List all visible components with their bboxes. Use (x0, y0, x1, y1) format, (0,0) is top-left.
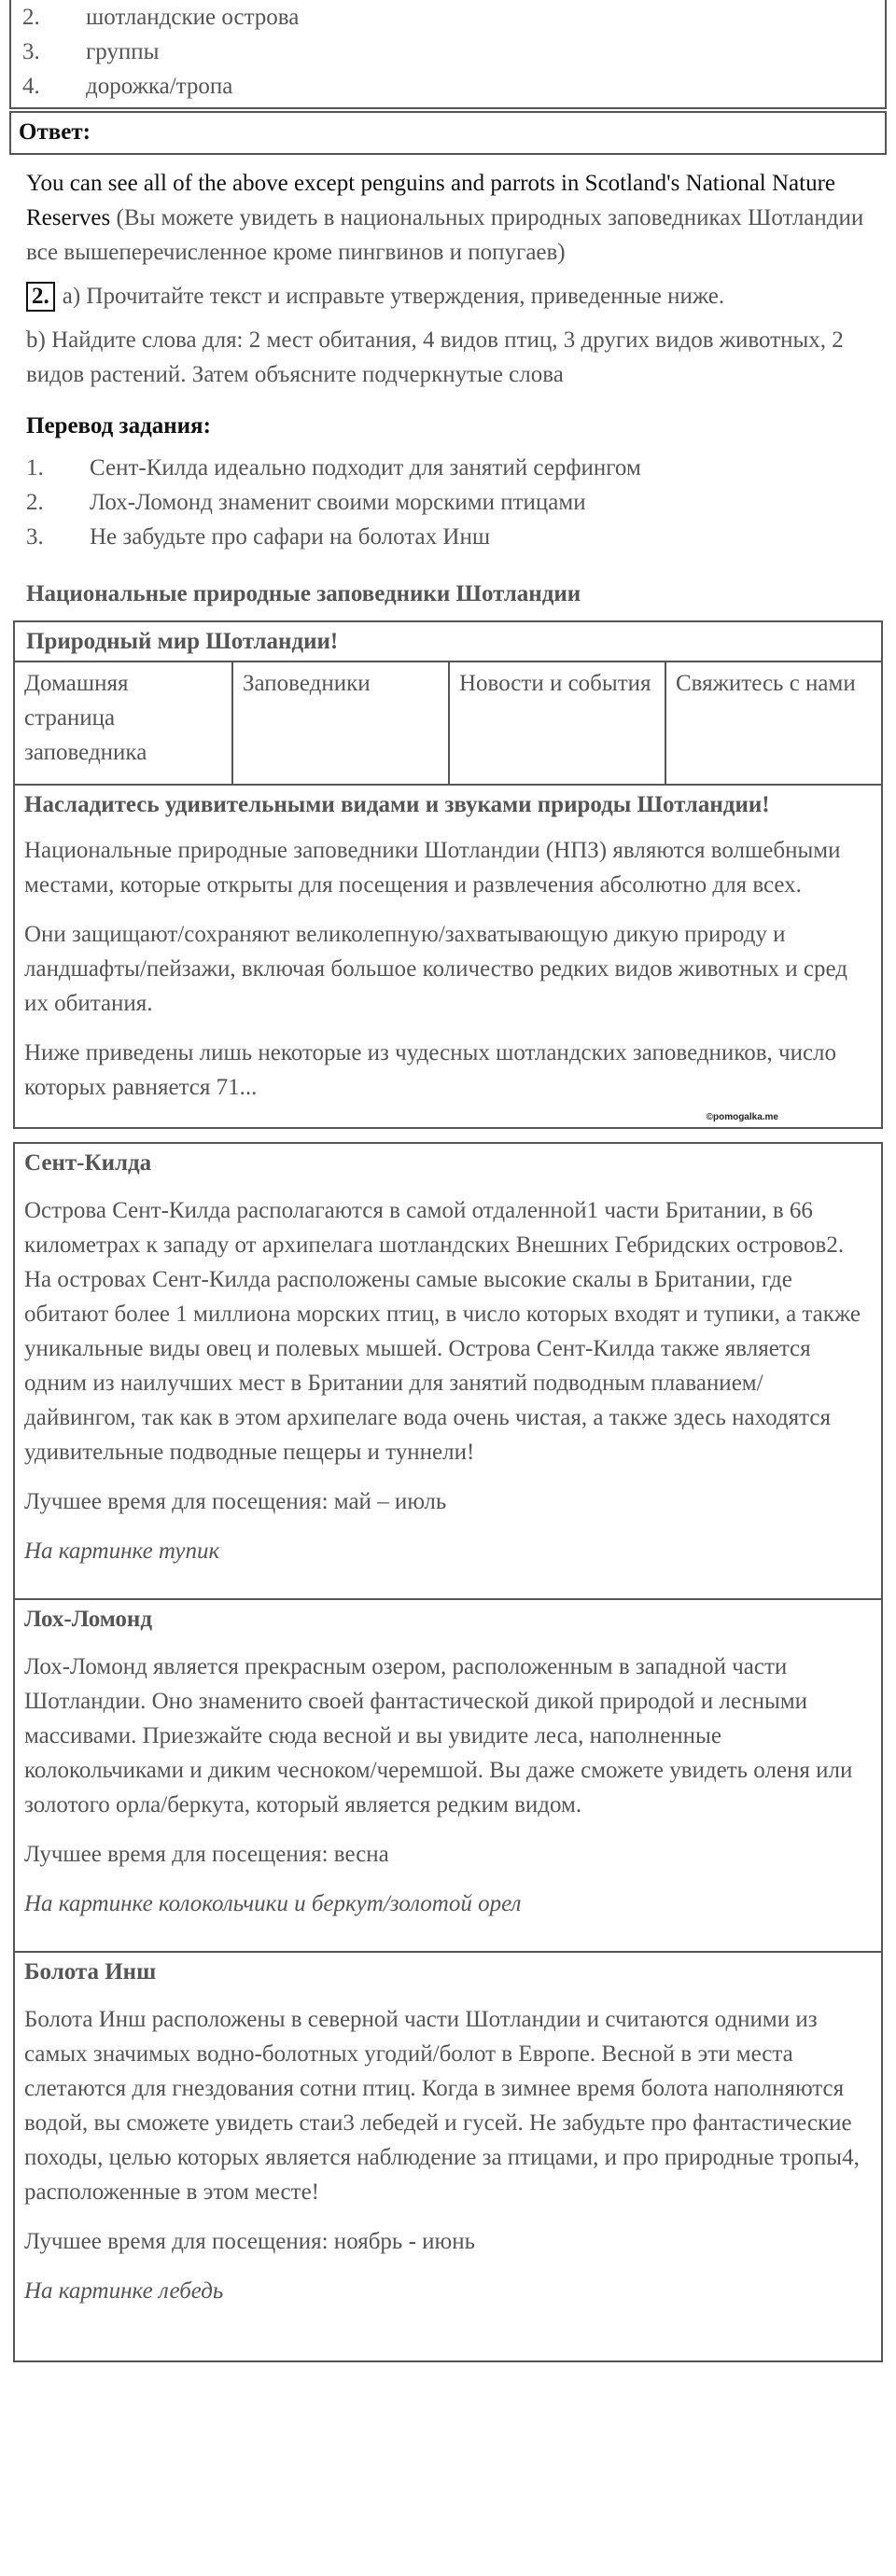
list-item (26, 520, 874, 554)
reserve-loch-lomond (13, 1600, 883, 1953)
reserve-caption: На картинке тупик (24, 1539, 220, 1564)
reserve-best-time: Лучшее время для посещения: май – июль (24, 1489, 447, 1514)
reserve-name: Лох-Ломонд (24, 1607, 152, 1632)
answer-russian: (Вы можете увидеть в национальных природных заповедниках Шотландии все вышеперечисленное кроме пингвинов и попугаев) (26, 205, 864, 265)
answer-label: Ответ: (19, 119, 91, 145)
translation-list (9, 451, 887, 554)
list-item-text: шотландские острова (86, 5, 300, 30)
task-part-a (9, 270, 887, 313)
website-paragraph: Национальные природные заповедники Шотландии (НПЗ) являются волшебными местами, которые открыты для посещения и развлечения абсолютно для всех. (24, 838, 841, 898)
website-body (15, 786, 881, 1127)
reserve-best-time: Лучшее время для посещения: ноябрь - июнь (24, 2229, 475, 2254)
reserve-caption: На картинке колокольчики и беркут/золотой орел (24, 1891, 522, 1916)
translation-heading: Перевод задания: (26, 413, 211, 439)
list-item-number: 3. (26, 524, 44, 550)
nav-item-reserves: Заповедники (231, 662, 448, 784)
reserve-best-time: Лучшее время для посещения: весна (24, 1842, 389, 1867)
reserve-description: Болота Инш расположены в северной части Шотландии и считаются одними из самых значимых водно-болотных угодий/болот в Европе. Весной в эти места слетаются для гнездования сотни птиц. Когда в зимнее время болота наполняются водой, вы сможете увидеть стаи3 лебедей и гусей. Не забудьте про фантастические походы, целью которых является наблюдение за птицами, и про природные тропы4, расположенные в этом месте! (24, 2007, 860, 2205)
list-item (26, 451, 874, 485)
list-item-number: 2. (26, 490, 44, 515)
list-item-number: 3. (22, 39, 40, 64)
answer-text (9, 155, 887, 270)
list-item-text: Сент-Килда идеально подходит для занятий серфингом (90, 455, 641, 480)
answer-label-box (9, 111, 887, 155)
list-item-number: 4. (22, 74, 40, 99)
list-item-text: Лох-Ломонд знаменит своими морскими птицами (90, 490, 586, 515)
list-item-text: дорожка/тропа (86, 74, 233, 99)
reserve-caption: На картинке лебедь (24, 2278, 224, 2304)
task-number: 2. (26, 282, 55, 312)
website-title: Природный мир Шотландии! (15, 622, 881, 662)
reserve-description: Лох-Ломонд является прекрасным озером, расположенным в западной части Шотландии. Оно знаменито своей фантастической дикой природой и лесными массивами. Приезжайте сюда весной и вы увидите леса, наполненные колокольчиками и диким чесноком/черемшой. Вы даже сможете увидеть оленя или золотого орла/беркута, который является редким видом. (24, 1654, 853, 1817)
website-nav (15, 662, 881, 786)
nav-item-contact: Свяжитесь с нами (665, 662, 881, 784)
page (9, 0, 887, 2418)
reserve-name: Болота Инш (24, 1959, 157, 1984)
list-item (22, 35, 872, 69)
task-part-a-text: a) Прочитайте текст и исправьте утверждения, приведенные ниже. (62, 284, 725, 309)
reserve-st-kilda (13, 1142, 883, 1600)
list-item (22, 69, 872, 104)
reserve-name: Сент-Килда (24, 1150, 152, 1176)
task-part-b: b) Найдите слова для: 2 мест обитания, 4 видов птиц, 3 других видов животных, 2 видов растений. Затем объясните подчеркнутые слова (26, 327, 844, 387)
nav-item-home: Домашняя страница заповедника (24, 671, 147, 765)
section-title: Национальные природные заповедники Шотландии (26, 581, 581, 606)
list-item-text: Не забудьте про сафари на болотах Инш (90, 524, 491, 550)
reserve-description: Острова Сент-Килда располагаются в самой отдаленной1 части Британии, в 66 километрах к западу от архипелага шотландских Внешних Гебридских островов2. На островах Сент-Килда расположены самые высокие скалы в Британии, где обитают более 1 миллиона морских птиц, в число которых входят и тупики, а также уникальные виды овец и полевых мышей. Острова Сент-Килда также является одним из наилучших мест в Британии для занятий подводным плаванием/дайвингом, так как в этом архипелаге вода очень чистая, а также здесь находятся удивительные подводные пещеры и туннели! (24, 1198, 861, 1465)
nav-item-news: Новости и события (448, 662, 665, 784)
watermark: ©pomogalka.me (706, 1112, 778, 1122)
website-heading: Насладитесь удивительными видами и звуками природы Шотландии! (24, 792, 770, 817)
answer-english: You can see all of the above except penguins and parrots in Scotland's National Nature Reserves (26, 171, 836, 230)
list-item (26, 485, 874, 520)
list-item-text: группы (86, 39, 160, 64)
list-item-number: 2. (22, 5, 40, 30)
website-paragraph: Ниже приведены лишь некоторые из чудесных шотландских заповедников, число которых равняется 71... (24, 1040, 837, 1100)
website-paragraph: Они защищают/сохраняют великолепную/захватывающую дикую природу и ландшафты/пейзажи, включая большое количество редких видов животных и сред их обитания. (24, 922, 847, 1016)
website-box (13, 620, 883, 1129)
list-item (22, 0, 872, 35)
previous-answer-list (22, 0, 872, 104)
list-item-number: 1. (26, 455, 44, 480)
previous-answer-list-box (9, 0, 887, 109)
reserve-insh-marshes (13, 1953, 883, 2362)
